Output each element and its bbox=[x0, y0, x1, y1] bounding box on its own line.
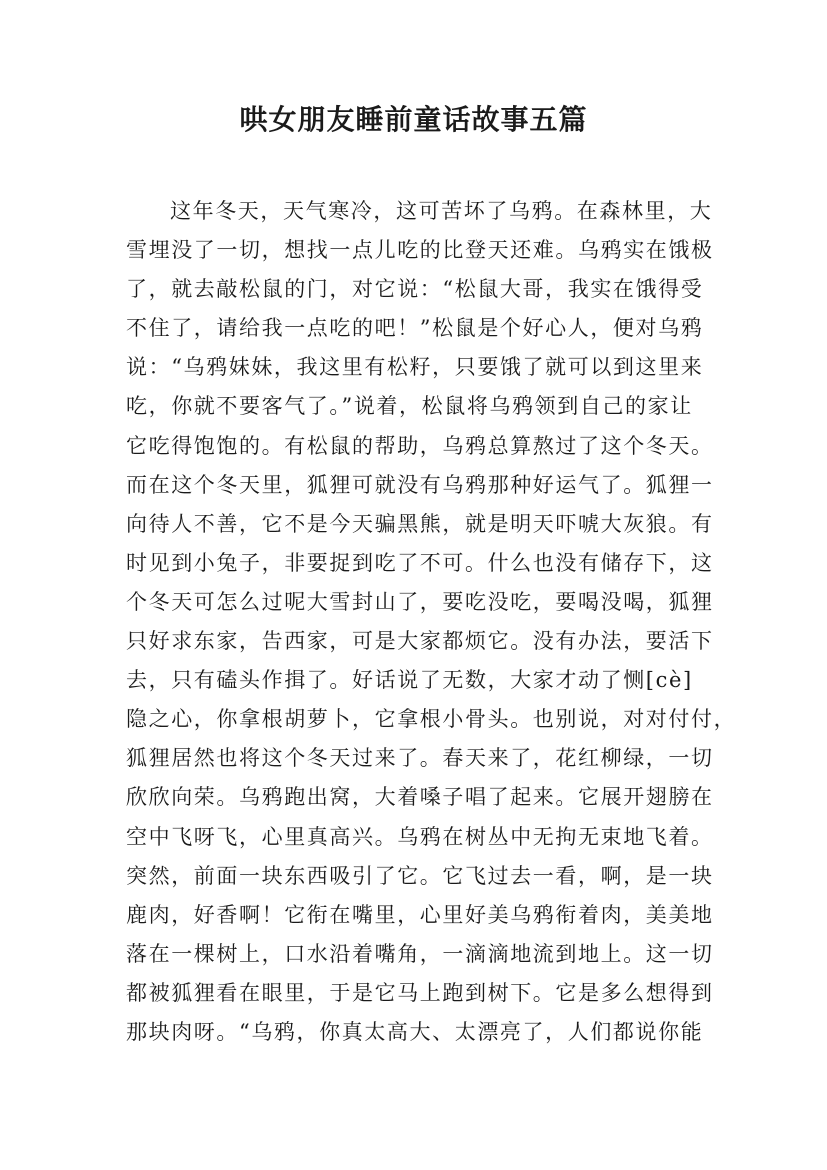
text-line: 狐狸居然也将这个冬天过来了。春天来了，花红柳绿，一切 bbox=[126, 746, 714, 771]
text-line: 只好求东家，告西家，可是大家都烦它。没有办法，要活下 bbox=[126, 629, 714, 654]
text-line: 突然，前面一块东西吸引了它。它飞过去一看，啊，是一块 bbox=[126, 863, 714, 888]
text-line: 这年冬天，天气寒冷，这可苦坏了乌鸦。在森林里，大 bbox=[170, 199, 713, 223]
text-line: 去，只有磕头作揖了。好话说了无数，大家才动了恻[cè] bbox=[126, 668, 693, 693]
text-line: 都被狐狸看在眼里，于是它马上跑到树下。它是多么想得到 bbox=[126, 980, 714, 1005]
text-line: 那块肉呀。“乌鸦，你真太高大、太漂亮了，人们都说你能 bbox=[126, 1019, 704, 1044]
text-line: 不住了，请给我一点吃的吧！”松鼠是个好心人，便对乌鸦 bbox=[126, 316, 704, 341]
text-line: 隐之心，你拿根胡萝卜，它拿根小骨头。也别说，对对付付， bbox=[126, 707, 737, 732]
text-line: 个冬天可怎么过呢大雪封山了，要吃没吃，要喝没喝，狐狸 bbox=[126, 589, 714, 614]
text-line: 时见到小兔子，非要捉到吃了不可。什么也没有储存下，这 bbox=[126, 550, 714, 575]
text-line: 它吃得饱饱的。有松鼠的帮助，乌鸦总算熬过了这个冬天。 bbox=[126, 433, 714, 458]
text-line: 了，就去敲松鼠的门，对它说：“松鼠大哥，我实在饿得受 bbox=[126, 277, 704, 302]
text-line: 而在这个冬天里，狐狸可就没有乌鸦那种好运气了。狐狸一 bbox=[126, 472, 714, 497]
text-line: 吃，你就不要客气了。”说着，松鼠将乌鸦领到自己的家让 bbox=[126, 394, 693, 419]
text-line: 落在一棵树上，口水沿着嘴角，一滴滴地流到地上。这一切 bbox=[126, 941, 714, 966]
text-line: 鹿肉，好香啊！它衔在嘴里，心里好美乌鸦衔着肉，美美地 bbox=[126, 902, 714, 927]
text-line: 向待人不善，它不是今天骗黑熊，就是明天吓唬大灰狼。有 bbox=[126, 511, 714, 536]
story-paragraph bbox=[126, 192, 737, 1052]
text-line: 欣欣向荣。乌鸦跑出窝，大着嗓子唱了起来。它展开翅膀在 bbox=[126, 785, 714, 810]
document-title: 哄女朋友睡前童话故事五篇 bbox=[239, 103, 588, 136]
text-line: 雪埋没了一切，想找一点儿吃的比登天还难。乌鸦实在饿极 bbox=[126, 238, 714, 263]
text-line: 空中飞呀飞，心里真高兴。乌鸦在树丛中无拘无束地飞着。 bbox=[126, 824, 714, 849]
text-line: 说：“乌鸦妹妹，我这里有松籽，只要饿了就可以到这里来 bbox=[126, 355, 704, 380]
